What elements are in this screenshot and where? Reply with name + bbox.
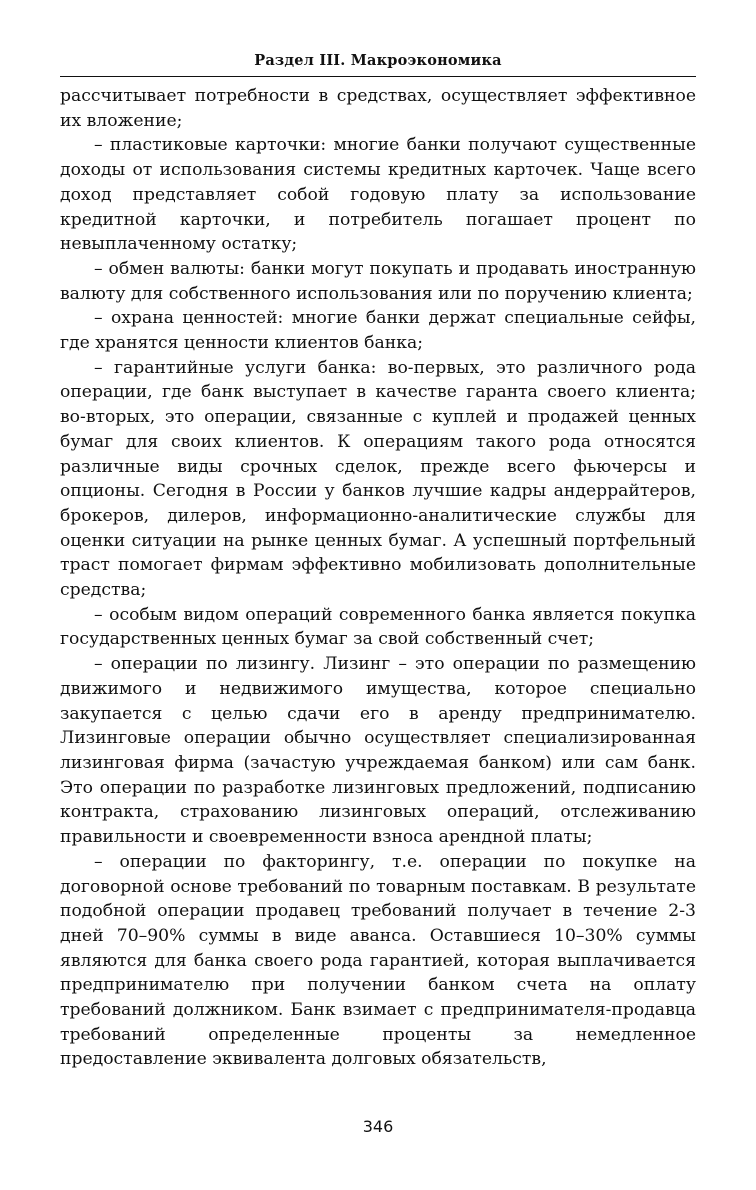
paragraph-leasing: – операции по лизингу. Лизинг – это операции по размещению движимого и недвижимого имущества, которое специально закупается с целью сдачи его в аренду предпринимателю. Лизинговые операции обычно осуществляет специализированная лизинговая фирма (зачастую учреждаемая банком) или сам банк. Это операции по разработке лизинговых предложений, подписанию контракта, страхованию лизинговых операций, отслеживанию правильности и своевременности взноса арендной платы;	[60, 654, 696, 848]
paragraph-plastic-cards: – пластиковые карточки: многие банки получают существенные доходы от использования системы кредитных карточек. Чаще всего доход представляет собой годовую плату за использование кредитной карточки, и потребитель погашает процент по невыплаченному остатку;	[60, 135, 696, 255]
page-number: 346	[362, 1117, 394, 1136]
body-text	[60, 84, 696, 1072]
paragraph-currency-exchange: – обмен валюты: банки могут покупать и продавать иностранную валюту для собственного использования или по поручению клиента;	[60, 258, 696, 304]
running-head: Раздел III. Макроэкономика	[254, 52, 502, 69]
paragraph-government-securities: – особым видом операций современного банка является покупка государственных ценных бумаг за свой собственный счет;	[60, 604, 696, 650]
paragraph-continuation: рассчитывает потребности в средствах, осуществляет эффективное их вложение;	[60, 86, 696, 131]
header-rule	[60, 76, 696, 77]
paragraph-safekeeping: – охрана ценностей: многие банки держат специальные сейфы, где хранятся ценности клиентов банка;	[60, 308, 696, 354]
paragraph-factoring: – операции по факторингу, т.е. операции по покупке на договорной основе требований по товарным поставкам. В результате подобной операции продавец требований получает в течение 2-3 дней 70–90% суммы в виде аванса. Оставшиеся 10–30% суммы являются для банка своего рода гарантией, которая выплачивается предпринимателю при получении банком счета на оплату требований должником. Банк взимает с предпринимателя-продавца требований определенные проценты за немедленное предоставление эквивалента долговых обязательств,	[60, 851, 696, 1070]
paragraph-guarantee-services: – гарантийные услуги банка: во-первых, это различного рода операции, где банк выступает в качестве гаранта своего клиента; во-вторых, это операции, связанные с куплей и продажей ценных бумаг для своих клиентов. К операциям такого рода относятся различные виды срочных сделок, прежде всего фьючерсы и опционы. Сегодня в России у банков лучшие кадры андеррайтеров, брокеров, дилеров, информационно-аналитические службы для оценки ситуации на рынке ценных бумаг. А успешный портфельный траст помогает фирмам эффективно мобилизовать дополнительные средства;	[60, 357, 696, 601]
